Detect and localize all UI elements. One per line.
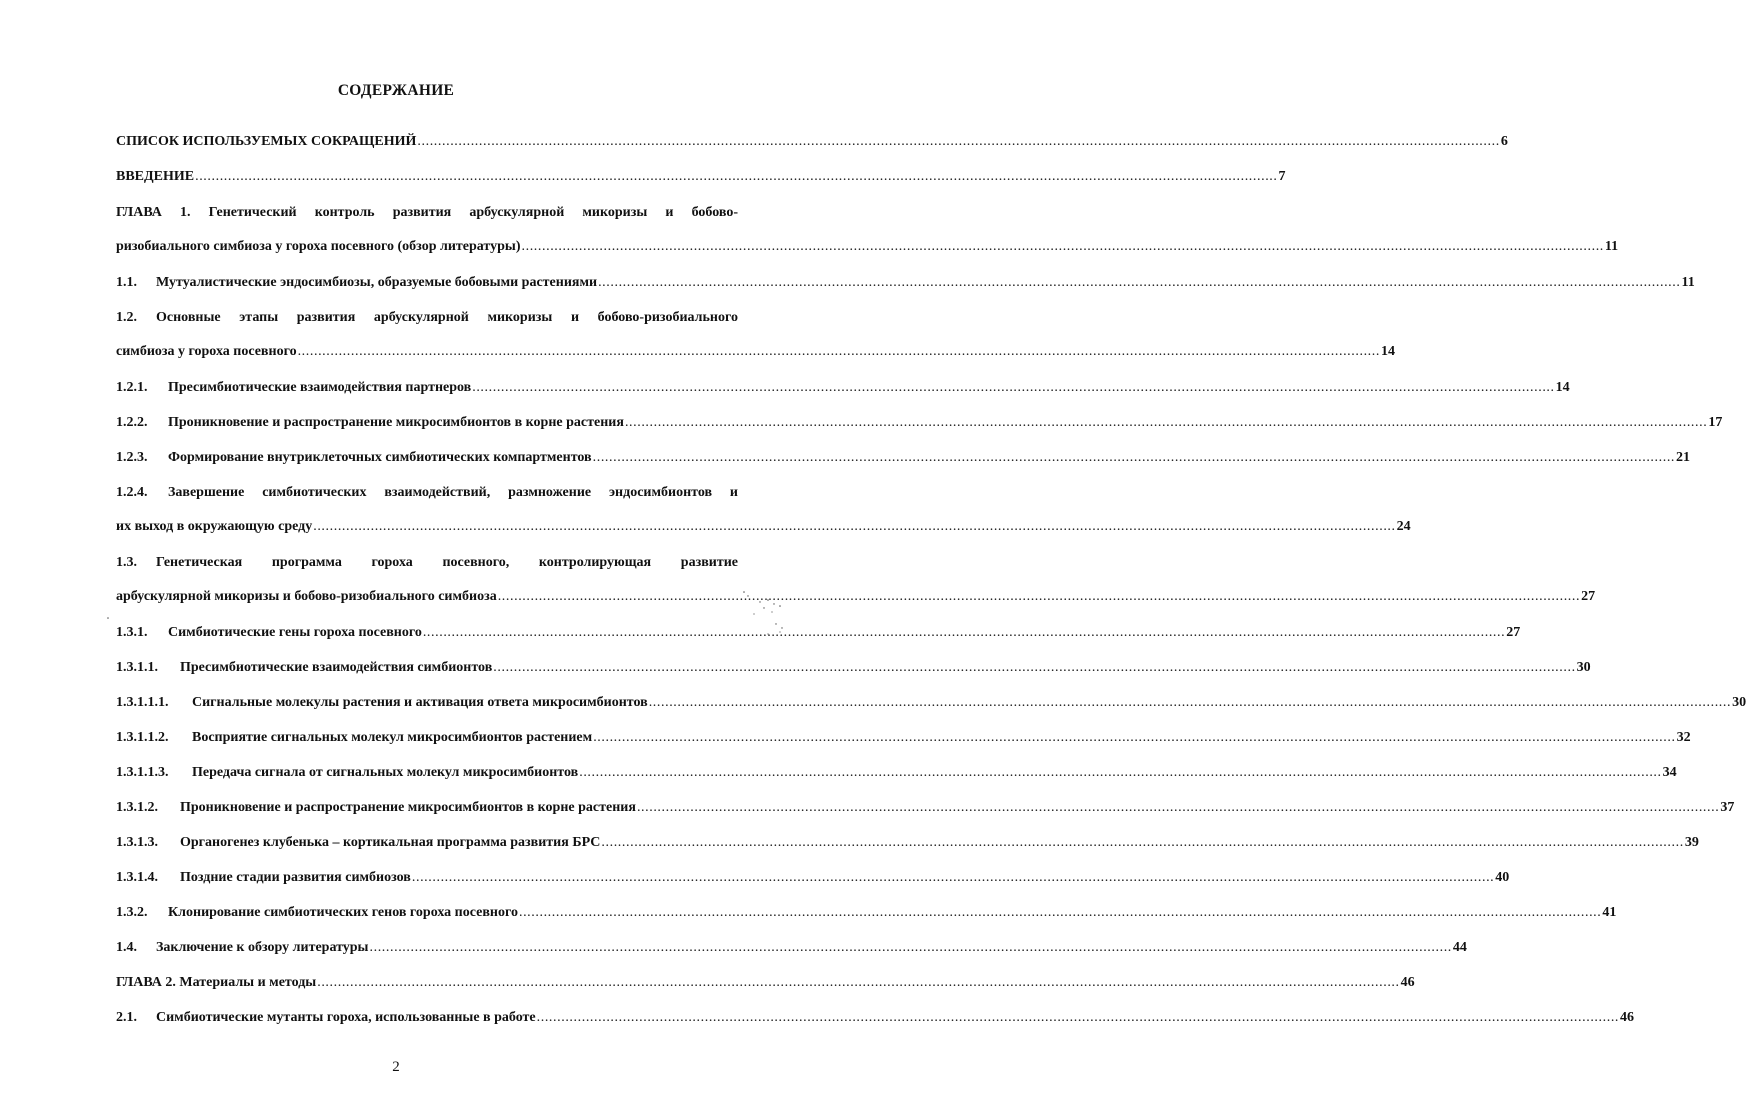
dot-leader [625,415,1707,431]
toc-page-number: 40 [1495,870,1510,885]
toc-entry-first-line: Генетическая программа гороха посевного, контролирующая развитие [156,555,738,570]
toc-entry-text: Органогенез клубенька – кортикальная программа развития БРС [180,835,601,850]
toc-entry-text: арбускулярной микоризы и бобово-ризобиального симбиоза [116,589,497,604]
toc-page-number: 39 [1684,835,1699,850]
dot-leader [195,169,1277,185]
toc-entry-text: Проникновение и распространение микросимбионтов в корне растения [168,415,624,430]
toc-page-number: 11 [1681,275,1695,290]
toc-entry-chapter-2[interactable] [116,975,1415,991]
dot-leader [601,835,1683,851]
scan-speckles [730,588,790,648]
toc-section-number: 1.3.1.1. [116,660,158,675]
dot-leader [493,660,1575,676]
dot-leader [423,625,1505,641]
dot-leader [417,134,1499,150]
toc-entry-1-3-1-1-1[interactable] [116,695,1746,711]
toc-entry-1-2-3[interactable] [116,450,1691,466]
toc-entry-introduction[interactable] [116,169,1286,185]
toc-page-number: 27 [1581,589,1596,604]
toc-page-number: 24 [1396,519,1411,534]
toc-section-number: 1.3.1.1.1. [116,695,169,710]
toc-section-number: 1.2.1. [116,380,148,395]
toc-entry-text: ризобиального симбиоза у гороха посевного (обзор литературы) [116,239,521,254]
toc-entry-text: ГЛАВА 2. Материалы и методы [116,975,317,990]
toc-page-number: 17 [1708,415,1723,430]
toc-section-number: 1.2. [116,310,137,325]
toc-section-number: 1.3. [116,555,137,570]
toc-section-number: 1.3.1. [116,625,148,640]
toc-page-number: 46 [1620,1010,1635,1025]
toc-section-number: 1.1. [116,275,137,290]
page-number: 2 [392,1059,400,1075]
toc-entry-1-3-1[interactable] [116,625,1521,641]
dot-leader [313,519,1395,535]
toc-entry-text: Мутуалистические эндосимбиозы, образуемые бобовыми растениями [156,275,598,290]
toc-page-number: 7 [1278,169,1286,184]
toc-entry-first-line: Завершение симбиотических взаимодействий, размножение эндосимбионтов и [168,485,738,500]
dot-leader [412,870,1494,886]
toc-entry-1-3-1-3[interactable] [116,835,1699,851]
toc-page-number: 14 [1555,380,1570,395]
dot-leader [522,239,1604,255]
toc-page-number: 32 [1676,730,1691,745]
dot-leader [579,765,1661,781]
toc-entry-1-3-1-2[interactable] [116,800,1735,816]
toc-entry-2-1[interactable] [116,1010,1635,1026]
dot-leader [298,344,1380,360]
toc-entry-text: Симбиотические гены гороха посевного [168,625,422,640]
dot-leader [593,450,1675,466]
toc-page-number: 34 [1662,765,1677,780]
toc-entry-1-3-1-1[interactable] [116,660,1591,676]
toc-page-number: 27 [1506,625,1521,640]
toc-page-number: 14 [1380,344,1395,359]
toc-section-number: 1.2.4. [116,485,148,500]
toc-page-number: 44 [1452,940,1467,955]
toc-entry-1-3-2[interactable] [116,905,1617,921]
toc-section-number: 1.3.1.3. [116,835,158,850]
toc-entry-1-2-4[interactable] [116,485,1411,535]
toc-entry-text: Передача сигнала от сигнальных молекул микросимбионтов [192,765,579,780]
toc-entry-text: Формирование внутриклеточных симбиотических компартментов [168,450,592,465]
toc-entry-text: Сигнальные молекулы растения и активация ответа микросимбионтов [192,695,648,710]
toc-entry-text: симбиоза у гороха посевного [116,344,297,359]
toc-entry-text: их выход в окружающую среду [116,519,313,534]
toc-entry-text: Клонирование симбиотических генов гороха посевного [168,905,518,920]
toc-entry-1-2[interactable] [116,310,1395,360]
toc-entry-1-3-1-4[interactable] [116,870,1510,886]
dot-leader [637,800,1719,816]
toc-entry-1-2-2[interactable] [116,415,1723,431]
toc-section-number: 1.3.1.4. [116,870,158,885]
toc-entry-text: СПИСОК ИСПОЛЬЗУЕМЫХ СОКРАЩЕНИЙ [116,134,417,149]
toc-section-number: 1.2.3. [116,450,148,465]
toc-section-number: 2.1. [116,1010,137,1025]
toc-page-number: 6 [1500,134,1508,149]
toc-entry-1-1[interactable] [116,275,1695,291]
toc-page-number: 30 [1576,660,1591,675]
toc-section-number: 1.4. [116,940,137,955]
toc-section-number: 1.3.1.1.2. [116,730,169,745]
toc-entry-chapter-1[interactable] [116,205,1619,255]
toc-page-number: 46 [1400,975,1415,990]
toc-page-number: 21 [1676,450,1691,465]
toc-entry-text: Пресимбиотические взаимодействия симбионтов [180,660,493,675]
toc-page-number: 37 [1720,800,1735,815]
toc-entry-text: Заключение к обзору литературы [156,940,369,955]
toc-entry-abbreviations[interactable] [116,134,1508,150]
page-title: СОДЕРЖАНИЕ [337,82,455,99]
dot-leader [498,589,1580,605]
toc-entry-1-3-1-1-3[interactable] [116,765,1677,781]
dot-leader [649,695,1731,711]
toc-section-number: 1.3.2. [116,905,148,920]
toc-section-number: 1.3.1.1.3. [116,765,169,780]
toc-entry-text: Симбиотические мутанты гороха, использованные в работе [156,1010,536,1025]
toc-entry-text: Пресимбиотические взаимодействия партнеров [168,380,472,395]
dot-leader [370,940,1452,956]
toc-entry-text: ВВЕДЕНИЕ [116,169,195,184]
dot-leader [519,905,1601,921]
toc-entry-first-line: ГЛАВА 1. Генетический контроль развития арбускулярной микоризы и бобово- [116,205,738,220]
dot-leader [593,730,1675,746]
dot-leader [472,380,1554,396]
toc-section-number: 1.3.1.2. [116,800,158,815]
dot-leader [537,1010,1619,1026]
toc-entry-text: Восприятие сигнальных молекул микросимбионтов растением [192,730,593,745]
toc-entry-1-3-1-1-2[interactable] [116,730,1691,746]
toc-page-number: 30 [1732,695,1746,710]
toc-entry-text: Проникновение и распространение микросимбионтов в корне растения [180,800,636,815]
toc-entry-1-2-1[interactable] [116,380,1570,396]
toc-page-number: 41 [1602,905,1617,920]
toc-page-number: 11 [1604,239,1619,254]
toc-entry-1-4[interactable] [116,940,1467,956]
dot-leader [317,975,1399,991]
toc-entry-1-3[interactable] [116,555,1596,605]
toc-section-number: 1.2.2. [116,415,148,430]
toc-entry-first-line: Основные этапы развития арбускулярной микоризы и бобово-ризобиального [156,310,738,325]
dot-leader [598,275,1680,291]
toc-entry-text: Поздние стадии развития симбиозов [180,870,411,885]
